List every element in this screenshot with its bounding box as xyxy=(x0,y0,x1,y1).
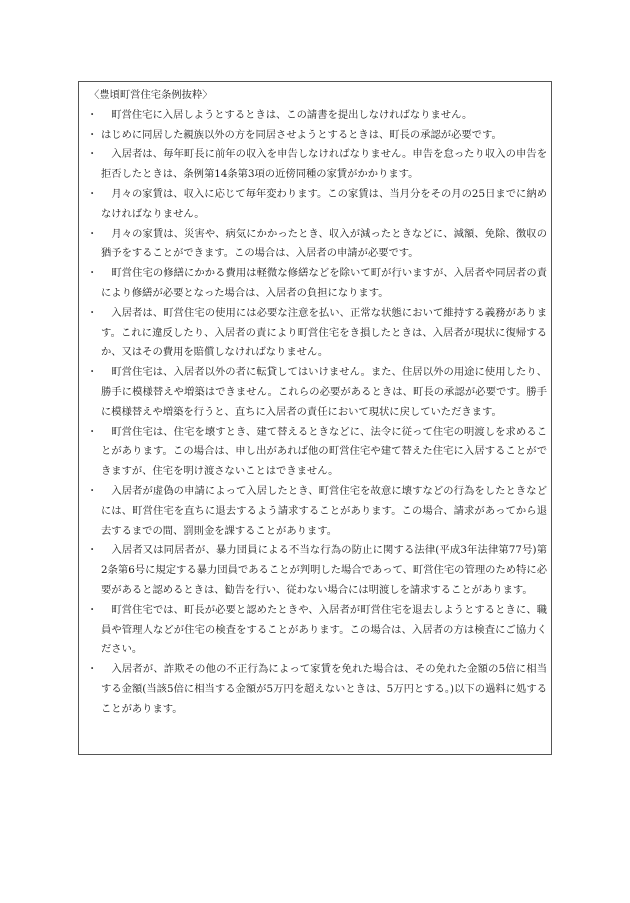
ordinance-item-text: 入居者は、毎年町長に前年の収入を申告しなければなりません。申告を怠ったり収入の申告を拒否したときは、条例第14条第3項の近傍同種の家賃がかかります。 xyxy=(101,148,547,181)
bullet-icon: ・ xyxy=(87,366,98,379)
ordinance-item xyxy=(89,304,547,363)
bullet-icon: ・ xyxy=(87,425,98,438)
ordinance-item-text: 入居者は、町営住宅の使用には必要な注意を払い、正常な状態において維持する義務があります。これに違反したり、入居者の責により町営住宅をき損したときは、入居者が現状に復帰するか、又はその費用を賠償しなければなりません。 xyxy=(101,306,547,359)
ordinance-item-text: 月々の家賃は、災害や、病気にかかったとき、収入が減ったときなどに、減額、免除、徴収の猶予をすることができます。この場合は、入居者の申請が必要です。 xyxy=(101,227,547,260)
ordinance-item-text: 町営住宅に入居しようとするときは、この請書を提出しなければなりません。 xyxy=(101,108,473,121)
bullet-icon: ・ xyxy=(87,484,98,497)
ordinance-item xyxy=(89,145,547,185)
ordinance-item-text: はじめに同居した親族以外の方を同居させようとするときは、町長の承認が必要です。 xyxy=(101,128,502,141)
ordinance-item xyxy=(89,363,547,422)
ordinance-item-text: 入居者が虚偽の申請によって入居したとき、町営住宅を故意に壊すなどの行為をしたときなどには、町営住宅を直ちに退去するよう請求することがあります。この場合、請求があってから退去するまでの間、罰則金を課することがあります。 xyxy=(101,484,547,537)
ordinance-item-text: 町営住宅では、町長が必要と認めたときや、入居者が町営住宅を退去しようとするときに、職員や管理人などが住宅の検査をすることがあります。この場合は、入居者の方は検査にご協力ください。 xyxy=(101,603,547,656)
bullet-icon: ・ xyxy=(87,603,98,616)
ordinance-item xyxy=(89,126,547,146)
bullet-icon: ・ xyxy=(87,267,98,280)
bullet-icon: ・ xyxy=(87,227,98,240)
ordinance-item-text: 町営住宅は、入居者以外の者に転貸してはいけません。また、住居以外の用途に使用したり、勝手に模様替えや増築はできません。これらの必要があるときは、町長の承認が必要です。勝手に模様替えや増築を行うと、直ちに入居者の責任において現状に戻していただきます。 xyxy=(101,366,547,418)
ordinance-item xyxy=(89,264,547,304)
excerpt-title: 〈豊頃町営住宅条例抜粋〉 xyxy=(89,89,213,101)
ordinance-item-text: 月々の家賃は、収入に応じて毎年変わります。この家賃は、当月分をその月の25日までに納めなければなりません。 xyxy=(101,187,547,220)
bullet-icon: ・ xyxy=(87,663,98,676)
bullet-icon: ・ xyxy=(87,187,98,200)
ordinance-item xyxy=(89,541,547,600)
ordinance-item xyxy=(89,601,547,660)
ordinance-item xyxy=(89,225,547,265)
ordinance-item-text: 町営住宅は、住宅を壊すとき、建て替えるときなどに、法令に従って住宅の明渡しを求めることがあります。この場合は、申し出があれば他の町営住宅や建て替えた住宅に入居することができますが、住宅を明け渡さないことはできません。 xyxy=(101,425,547,478)
ordinance-item xyxy=(89,106,547,126)
ordinance-item-text: 入居者又は同居者が、暴力団員による不当な行為の防止に関する法律(平成3年法律第77号)第2条第6号に規定する暴力団員であることが判明した場合であって、町営住宅の管理のため特に必要があると認めるときは、勧告を行い、従わない場合には明渡しを請求することがあります。 xyxy=(101,544,547,596)
bullet-icon: ・ xyxy=(87,108,98,121)
ordinance-item-text: 入居者が、詐欺その他の不正行為によって家賃を免れた場合は、その免れた金額の5倍に相当する金額(当該5倍に相当する金額が5万円を超えないときは、5万円とする。)以下の過料に処することがあります。 xyxy=(101,663,547,715)
ordinance-item-list xyxy=(89,106,547,720)
ordinance-item xyxy=(89,423,547,482)
bullet-icon: ・ xyxy=(87,544,98,557)
ordinance-item xyxy=(89,660,547,719)
ordinance-item xyxy=(89,185,547,225)
ordinance-item xyxy=(89,482,547,541)
ordinance-excerpt-box xyxy=(78,81,552,755)
bullet-icon: ・ xyxy=(87,148,98,161)
bullet-icon: ・ xyxy=(87,128,98,141)
ordinance-item-text: 町営住宅の修繕にかかる費用は軽微な修繕などを除いて町が行いますが、入居者や同居者の責により修繕が必要となった場合は、入居者の負担になります。 xyxy=(101,267,547,299)
bullet-icon: ・ xyxy=(87,306,98,319)
